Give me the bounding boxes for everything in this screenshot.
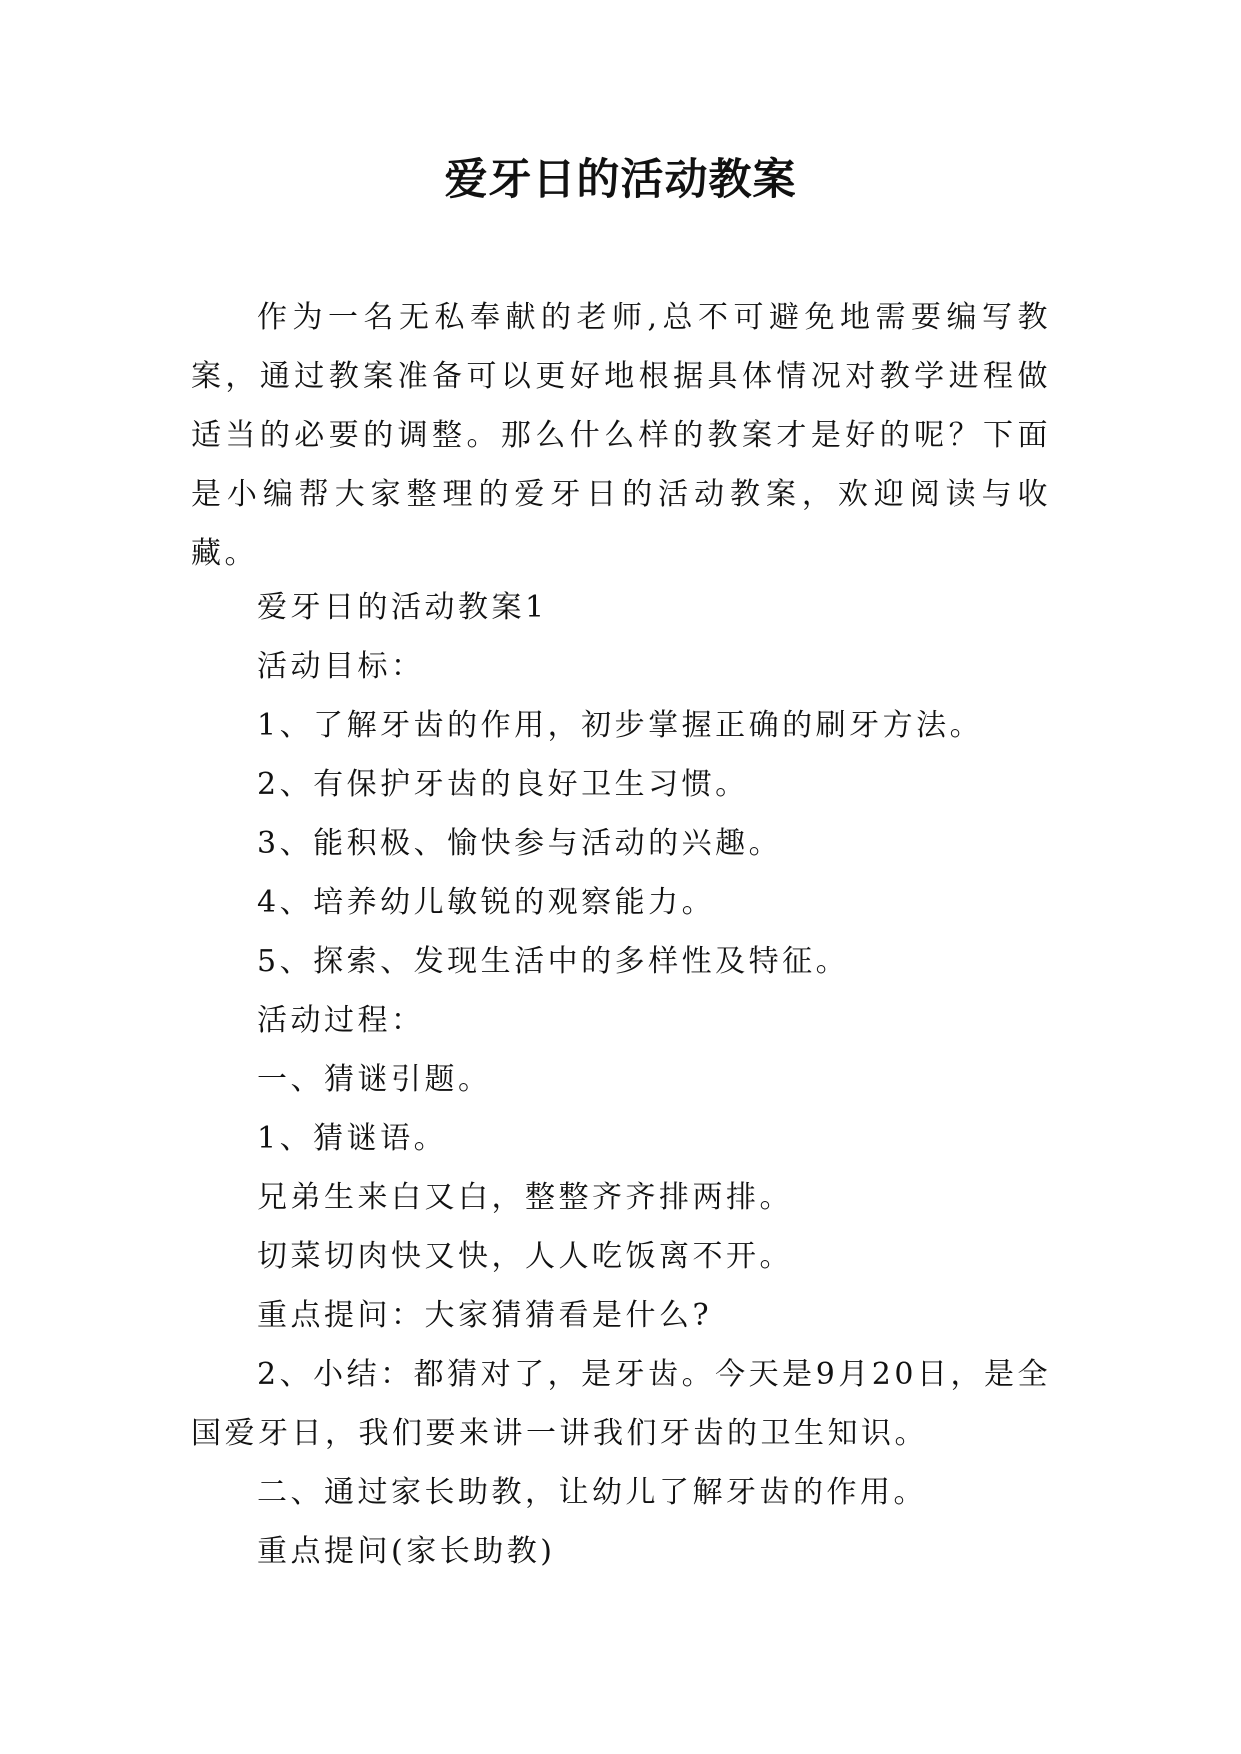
document-body bbox=[191, 578, 1051, 1581]
intro-paragraph: 作为一名无私奉献的老师,总不可避免地需要编写教案，通过教案准备可以更好地根据具体情况对教学进程做适当的必要的调整。那么什么样的教案才是好的呢？下面是小编帮大家整理的爱牙日的活动教案，欢迎阅读与收藏。 bbox=[191, 300, 1051, 571]
section-heading: 爱牙日的活动教案1 bbox=[257, 590, 548, 625]
goal-item: 5、探索、发现生活中的多样性及特征。 bbox=[257, 944, 850, 979]
riddle-line: 切菜切肉快又快，人人吃饭离不开。 bbox=[257, 1239, 793, 1274]
process-step: 二、通过家长助教，让幼儿了解牙齿的作用。 bbox=[257, 1475, 927, 1510]
activity-process-heading: 活动过程： bbox=[257, 1003, 425, 1038]
key-question: 重点提问：大家猜猜看是什么? bbox=[257, 1298, 713, 1333]
process-step: 一、猜谜引题。 bbox=[257, 1062, 492, 1097]
goal-item: 4、培养幼儿敏锐的观察能力。 bbox=[257, 885, 716, 920]
summary-paragraph: 2、小结：都猜对了，是牙齿。今天是9月20日，是全国爱牙日，我们要来讲一讲我们牙齿的卫生知识。 bbox=[191, 1357, 1051, 1451]
process-substep: 1、猜谜语。 bbox=[257, 1121, 448, 1156]
goal-item: 2、有保护牙齿的良好卫生习惯。 bbox=[257, 767, 749, 802]
goal-item: 3、能积极、愉快参与活动的兴趣。 bbox=[257, 826, 783, 861]
riddle-line: 兄弟生来白又白，整整齐齐排两排。 bbox=[257, 1180, 793, 1215]
activity-goals-heading: 活动目标： bbox=[257, 649, 425, 684]
document-title: 爱牙日的活动教案 bbox=[444, 155, 797, 205]
key-question: 重点提问(家长助教) bbox=[257, 1534, 556, 1569]
goal-item: 1、了解牙齿的作用，初步掌握正确的刷牙方法。 bbox=[257, 708, 984, 743]
